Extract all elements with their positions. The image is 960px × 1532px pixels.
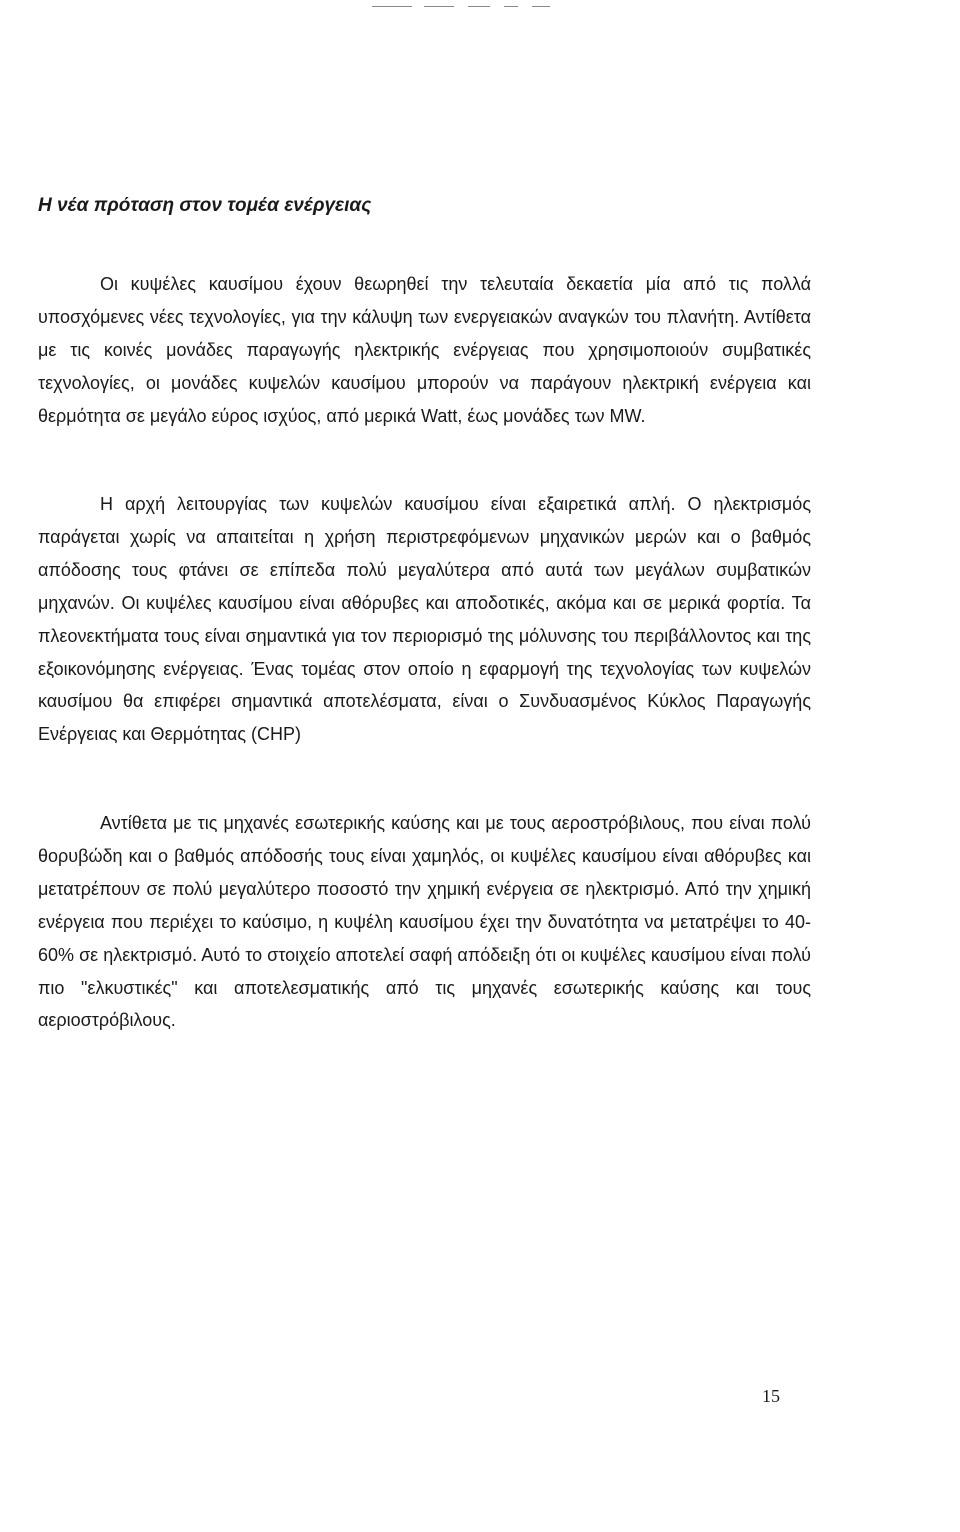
scan-artifact-marks <box>372 6 572 8</box>
paragraph-1: Οι κυψέλες καυσίμου έχουν θεωρηθεί την τελευταία δεκαετία μία από τις πολλά υποσχόμενες νέες τεχνολογίες, για την κάλυψη των ενεργειακών αναγκών του πλανήτη. Αντίθετα με τις κοινές μονάδες παραγωγής ηλεκτρικής ενέργειας που χρησιμοποιούν συμβατικές τεχνολογίες, οι μονάδες κυψελών καυσίμου μπορούν να παράγουν ηλεκτρική ενέργεια και θερμότητα σε μεγάλο εύρος ισχύος, από μερικά Watt, έως μονάδες των MW. <box>38 274 811 426</box>
paragraph-3: Αντίθετα με τις μηχανές εσωτερικής καύσης και με τους αεροστρόβιλους, που είναι πολύ θορυβώδη και ο βαθμός απόδοσής τους είναι χαμηλός, οι κυψέλες καυσίμου είναι αθόρυβες και μετατρέπουν σε πολύ μεγαλύτερο ποσοστό την χημική ενέργεια σε ηλεκτρισμό. Από την χημική ενέργεια που περιέχει το καύσιμο, η κυψέλη καυσίμου έχει την δυνατότητα να μετατρέψει το 40-60% σε ηλεκτρισμό. Αυτό το στοιχείο αποτελεί σαφή απόδειξη ότι οι κυψέλες καυσίμου είναι πολύ πιο "ελκυστικές" και αποτελεσματικής από τις μηχανές εσωτερικής καύσης και τους αεριοστρόβιλους. <box>38 813 811 1031</box>
section-heading: Η νέα πρόταση στον τομέα ενέργειας <box>38 195 372 216</box>
page-number: 15 <box>762 1386 780 1406</box>
paragraph-2: Η αρχή λειτουργίας των κυψελών καυσίμου είναι εξαιρετικά απλή. Ο ηλεκτρισμός παράγεται χωρίς να απαιτείται η χρήση περιστρεφόμενων μηχανικών μερών και ο βαθμός απόδοσης τους φτάνει σε επίπεδα πολύ μεγαλύτερα από αυτά των μεγάλων συμβατικών μηχανών. Οι κυψέλες καυσίμου είναι αθόρυβες και αποδοτικές, ακόμα και σε μερικά φορτία. Τα πλεονεκτήματα τους είναι σημαντικά για τον περιορισμό της μόλυνσης του περιβάλλοντος και της εξοικονόμησης ενέργειας. Ένας τομέας στον οποίο η εφαρμογή της τεχνολογίας των κυψελών καυσίμου θα επιφέρει σημαντικά αποτελέσματα, είναι ο Συνδυασμένος Κύκλος Παραγωγής Ενέργειας και Θερμότητας (CHP) <box>38 494 811 745</box>
